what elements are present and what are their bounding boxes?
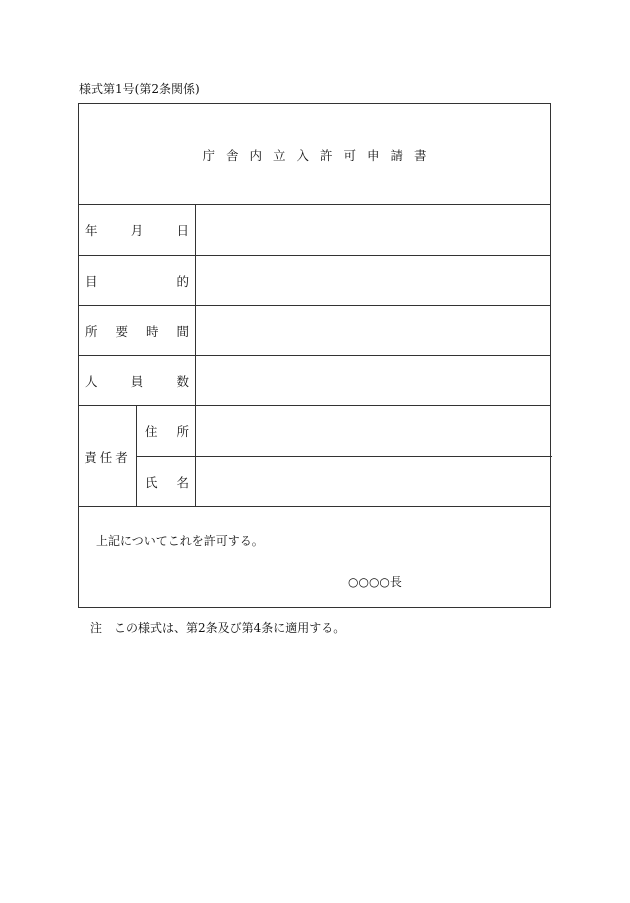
footer-note: 注 この様式は、第2条及び第4条に適用する。 <box>90 621 346 635</box>
required-time-label <box>79 306 196 355</box>
required-time-field[interactable] <box>196 306 550 355</box>
headcount-label <box>79 356 196 405</box>
name-label-char: 名 <box>176 475 189 490</box>
purpose-label-char: 的 <box>176 273 189 289</box>
date-label-char: 年 <box>85 223 98 238</box>
date-label-char: 日 <box>176 223 189 238</box>
purpose-field[interactable] <box>196 256 550 305</box>
approval-section <box>79 507 550 609</box>
permit-application-form <box>78 103 551 608</box>
headcount-label-char: 員 <box>130 373 144 389</box>
date-label <box>79 205 196 255</box>
address-label-char: 所 <box>176 424 189 439</box>
responsible-person-label: 責任者 <box>79 406 137 507</box>
purpose-row <box>79 256 550 306</box>
approval-text: 上記についてこれを許可する。 <box>96 534 264 548</box>
headcount-field[interactable] <box>196 356 550 405</box>
headcount-label-char: 数 <box>176 373 189 389</box>
address-label-char: 住 <box>145 424 158 439</box>
responsible-name-row <box>137 457 552 507</box>
date-field[interactable] <box>196 205 550 255</box>
required-time-label-char: 間 <box>176 323 189 339</box>
purpose-label <box>79 256 196 305</box>
headcount-label-char: 人 <box>85 373 98 389</box>
required-time-label-char: 要 <box>115 323 128 339</box>
required-time-row <box>79 306 550 356</box>
name-field[interactable] <box>196 457 552 507</box>
address-field[interactable] <box>196 406 552 456</box>
name-label <box>137 457 196 507</box>
date-row <box>79 205 550 256</box>
title-area <box>79 104 550 205</box>
form-title: 庁舎内立入許可申請書 <box>202 148 438 163</box>
approver-signature: ○○○○長 <box>348 575 402 589</box>
date-label-char: 月 <box>130 223 144 238</box>
form-number: 様式第1号(第2条関係) <box>79 82 200 96</box>
required-time-label-char: 所 <box>85 323 98 339</box>
required-time-label-char: 時 <box>145 323 159 339</box>
purpose-label-char: 目 <box>85 273 98 289</box>
responsible-address-row <box>137 406 552 457</box>
name-label-char: 氏 <box>145 475 158 490</box>
address-label <box>137 406 196 456</box>
headcount-row <box>79 356 550 406</box>
